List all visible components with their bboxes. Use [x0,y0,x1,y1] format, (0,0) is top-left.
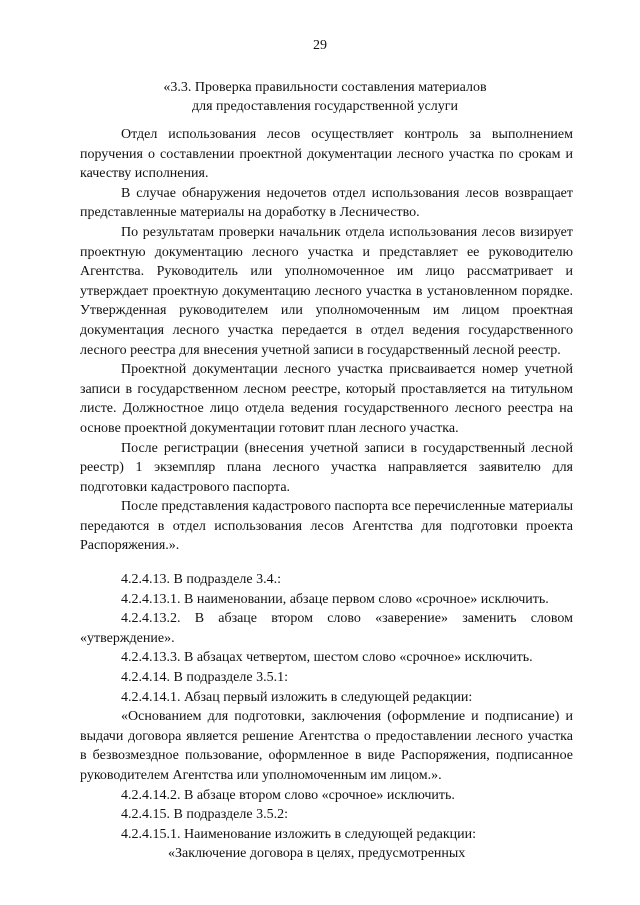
paragraph: 4.2.4.15.1. Наименование изложить в следующей редакции: [121,826,476,842]
paragraph: 4.2.4.14.1. Абзац первый изложить в следующей редакции: [121,689,473,705]
paragraph: Отдел использования лесов осуществляет контроль за выполнением поручения о составлении проектной документации лесного участка по срокам и качеству исполнения. [80,127,573,182]
paragraph: После представления кадастрового паспорта все перечисленные материалы передаются в отдел использования лесов Агентства для подготовки проекта Распоряжения.». [80,499,573,554]
paragraph: 4.2.4.13.3. В абзацах четвертом, шестом слово «срочное» исключить. [121,650,533,666]
paragraph: После регистрации (внесения учетной записи в государственный лесной реестр) 1 экземпляр плана лесного участка направляется заявителю для подготовки кадастрового паспорта. [80,440,573,495]
paragraph: 4.2.4.14.2. В абзаце втором слово «срочное» исключить. [121,787,455,803]
body-text [80,125,573,864]
paragraph: 4.2.4.13. В подразделе 3.4.: [121,572,281,588]
paragraph: По результатам проверки начальник отдела использования лесов визирует проектную документацию лесного участка и представляет ее руководителю Агентства. Руководитель или уполномоченное им лицо рассматривает и утверждает проектную документацию лесного участка в установленном порядке. Утвержденная руководителем или уполномоченным им лицом проектная документация лесного участка передается в отдел ведения государственного лесного реестра для внесения учетной записи в государственный лесной реестр. [80,224,573,358]
paragraph: В случае обнаружения недочетов отдел использования лесов возвращает представленные материалы на доработку в Лесничество. [80,185,573,221]
section-title-line-2: для предоставления государственной услуги [191,99,459,114]
paragraph: Проектной документации лесного участка присваивается номер учетной записи в государственном лесном реестре, который проставляется на титульном листе. Должностное лицо отдела ведения государственного лесного реестра на основе проектной документации готовит план лесного участка. [80,362,573,436]
paragraph: 4.2.4.13.2. В абзаце втором слово «заверение» заменить словом «утверждение». [80,611,573,646]
paragraph: 4.2.4.13.1. В наименовании, абзаце первом слово «срочное» исключить. [121,591,549,607]
paragraph: «Заключение договора в целях, предусмотренных [168,846,466,862]
paragraph: 4.2.4.14. В подразделе 3.5.1: [121,670,288,686]
section-title [80,78,570,116]
paragraph: «Основанием для подготовки, заключения (оформление и подписание) и выдачи договора является решение Агентства о предоставлении лесного участка в безвозмездное пользование, оформленное в виде Распоряжения, подписанное руководителем Агентства или уполномоченным им лицом.». [80,709,573,783]
section-title-line-1: «3.3. Проверка правильности составления материалов [163,80,487,95]
page-number: 29 [313,38,327,53]
paragraph: 4.2.4.15. В подразделе 3.5.2: [121,807,288,823]
